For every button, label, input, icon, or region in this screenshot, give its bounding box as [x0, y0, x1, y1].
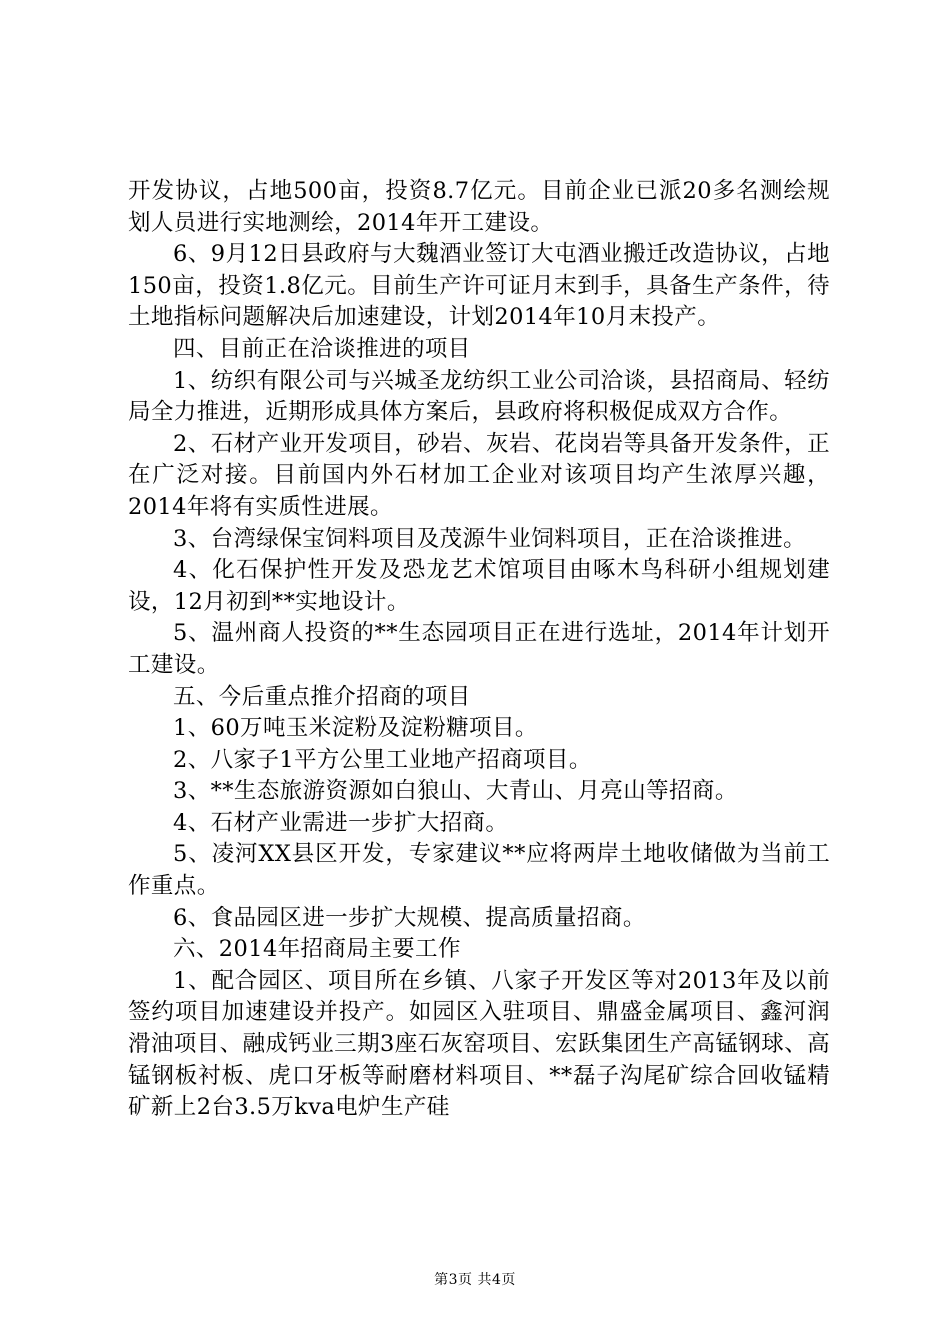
document-body: [128, 176, 830, 1124]
paragraph-7: 4、化石保护性开发及恐龙艺术馆项目由啄木鸟科研小组规划建设，12月初到**实地设计。: [128, 557, 830, 615]
paragraph-15: 6、食品园区进一步扩大规模、提高质量招商。: [173, 904, 646, 931]
paragraph-10: 1、60万吨玉米淀粉及淀粉糖项目。: [173, 715, 538, 742]
paragraph-12: 3、**生态旅游资源如白狼山、大青山、月亮山等招商。: [173, 778, 738, 805]
paragraph-2: 6、9月12日县政府与大魏酒业签订大屯酒业搬迁改造协议，占地150亩，投资1.8亿元。目前生产许可证月末到手，具备生产条件，待土地指标问题解决后加速建设，计划2014年10月末投产。: [128, 241, 830, 331]
paragraph-6: 3、台湾绿保宝饲料项目及茂源牛业饲料项目，正在洽谈推进。: [173, 525, 807, 552]
section-heading-4: 四、目前正在洽谈推进的项目: [173, 335, 471, 362]
page-footer: [0, 1271, 950, 1289]
paragraph-5: 2、石材产业开发项目，砂岩、灰岩、花岗岩等具备开发条件，正在广泛对接。目前国内外石材加工企业对该项目均产生浓厚兴趣，2014年将有实质性进展。: [128, 430, 830, 520]
section-heading-6: 六、2014年招商局主要工作: [173, 936, 461, 963]
section-heading-5: 五、今后重点推介招商的项目: [173, 683, 471, 710]
paragraph-13: 4、石材产业需进一步扩大招商。: [173, 809, 509, 836]
paragraph-4: 1、纺织有限公司与兴城圣龙纺织工业公司洽谈，县招商局、轻纺局全力推进，近期形成具体方案后，县政府将积极促成双方合作。: [128, 367, 830, 426]
paragraph-11: 2、八家子1平方公里工业地产招商项目。: [173, 746, 592, 773]
paragraph-1: 开发协议，占地500亩，投资8.7亿元。目前企业已派20多名测绘规划人员进行实地测绘，2014年开工建设。: [128, 178, 830, 236]
page-number-label: 第3页 共4页: [434, 1272, 516, 1288]
paragraph-8: 5、温州商人投资的**生态园项目正在进行选址，2014年计划开工建设。: [128, 620, 830, 678]
paragraph-17: 1、配合园区、项目所在乡镇、八家子开发区等对2013年及以前签约项目加速建设并投产。如园区入驻项目、鼎盛金属项目、鑫河润滑油项目、融成钙业三期3座石灰窑项目、宏跃集团生产高锰钢球、高锰钢板衬板、虎口牙板等耐磨材料项目、**磊子沟尾矿综合回收锰精矿新上2台3.5万kva电炉生产硅: [128, 967, 830, 1121]
paragraph-14: 5、凌河XX县区开发，专家建议**应将两岸土地收储做为当前工作重点。: [128, 841, 830, 900]
